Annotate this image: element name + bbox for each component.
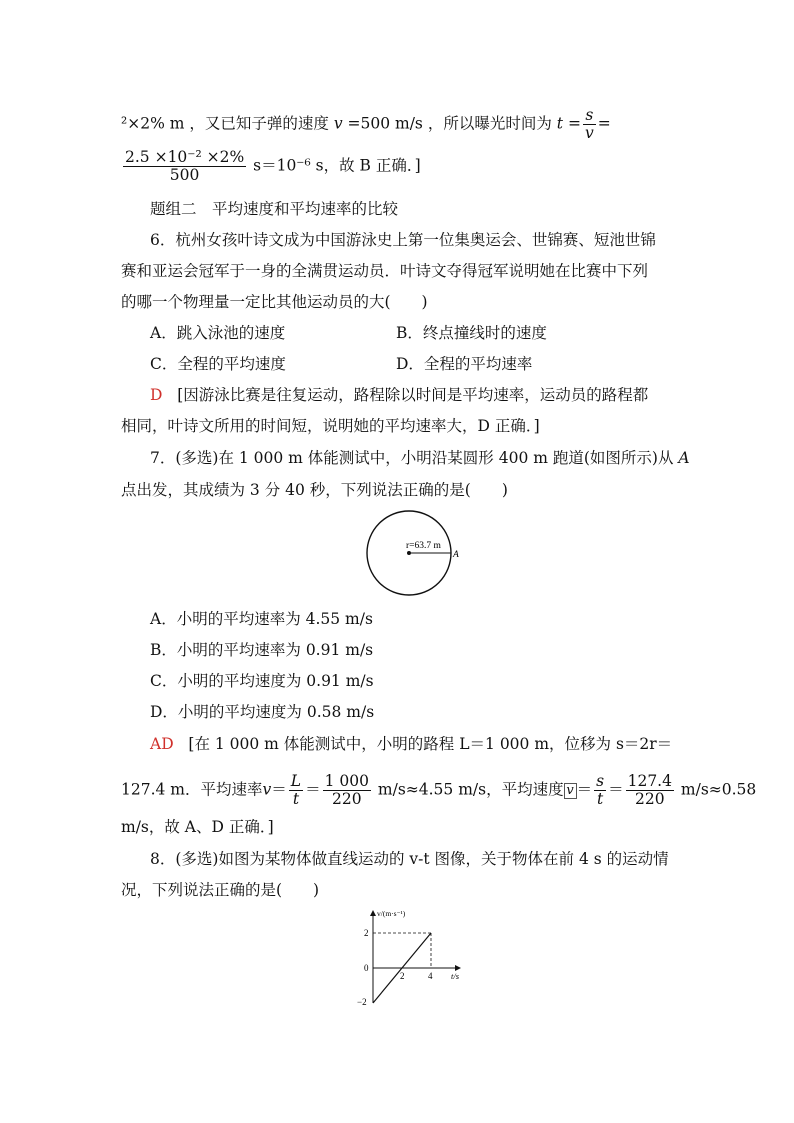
q6-option-a: A．跳入泳池的速度 — [150, 324, 286, 342]
q6-option-b: B．终点撞线时的速度 — [396, 324, 547, 342]
q6-answer: D — [150, 386, 163, 404]
top-fraction-exposure: $\frac{\text{2.5 ×10⁻² ×2\%}}{500}$ — [125, 148, 245, 184]
top-line1-end: = — [597, 114, 611, 133]
q7-fraction-l-t: $\frac{L}{t}$ — [290, 772, 302, 808]
q7-expl2-b: m/s≈4.55 m/s，平均速度 — [377, 780, 564, 799]
graph-y-label: v/(m·s⁻¹) — [377, 909, 406, 918]
q6-explanation-line1 — [150, 385, 648, 405]
q6-option-c: C．全程的平均速度 — [150, 355, 286, 373]
q7-explanation-line2 — [121, 773, 756, 808]
track-radius-label: r=63.7 m — [406, 541, 441, 551]
top-line1-c: =500 m/s — [347, 114, 423, 133]
q8-vt-graph — [355, 905, 485, 1010]
q7-expl2-c: m/s≈0.58 — [680, 780, 757, 799]
q7-expl2-eq3: ＝ — [576, 780, 593, 799]
top-line1-d: ，所以曝光时间为 — [427, 114, 552, 133]
q8-line1: 8．(多选)如图为某物体做直线运动的 v-t 图像，关于物体在前 4 s 的运动情 — [150, 850, 669, 868]
q8-line2: 况，下列说法正确的是( ) — [121, 881, 320, 899]
graph-x-tick-4: 4 — [428, 971, 433, 981]
q7-expl1: [在 1 000 m 体能测试中，小明的路程 L＝1 000 m，位移为 s＝2r＝ — [188, 735, 673, 753]
top-fraction-s-v: $\frac{s}{v}$ — [584, 106, 594, 142]
q7-fraction-1000-220: $\frac{1 000}{220}$ — [324, 772, 369, 808]
top-line-1 — [121, 107, 611, 142]
q7-line1-point-a: A — [678, 449, 690, 467]
q7-track-figure — [360, 508, 480, 608]
q7-expl2-v: v — [262, 780, 272, 799]
q7-option-a: A．小明的平均速率为 4.55 m/s — [150, 610, 373, 628]
q6-line3: 的哪一个物理量一定比其他运动员的大( ) — [121, 293, 428, 311]
top-line1-t: t — [556, 114, 564, 133]
top-line-2 — [121, 149, 421, 184]
graph-y-tick-2: 2 — [364, 928, 369, 938]
graph-x-tick-2: 2 — [400, 971, 405, 981]
q7-explanation-line3: m/s，故 A、D 正确．] — [121, 818, 274, 836]
graph-y-tick-neg2: −2 — [357, 997, 367, 1007]
top-line1-eq: = — [567, 114, 581, 133]
q7-fraction-127-220: $\frac{127.4}{220}$ — [627, 772, 672, 808]
top-line1-v: v — [333, 114, 343, 133]
graph-x-label: t/s — [451, 971, 460, 981]
section-title: 题组二 平均速度和平均速率的比较 — [150, 200, 399, 218]
q6-option-d: D．全程的平均速率 — [396, 355, 533, 373]
q7-expl2-a: 127.4 m．平均速率 — [121, 780, 263, 799]
track-point-a-label: A — [453, 550, 459, 560]
q7-option-c: C．小明的平均速度为 0.91 m/s — [150, 672, 374, 690]
q7-explanation-line1 — [150, 734, 672, 754]
q7-option-d: D．小明的平均速度为 0.58 m/s — [150, 703, 375, 721]
q7-expl2-eq2: ＝ — [305, 780, 321, 799]
q7-answer: AD — [150, 735, 174, 753]
q7-fraction-s-t: $\frac{s}{t}$ — [596, 772, 605, 808]
q6-line1: 6．杭州女孩叶诗文成为中国游泳史上第一位集奥运会、世锦赛、短池世锦 — [150, 231, 656, 249]
q7-option-b: B．小明的平均速率为 0.91 m/s — [150, 641, 374, 659]
graph-y-tick-0: 0 — [364, 963, 369, 973]
q7-velocity-box: v — [564, 783, 577, 799]
q6-explanation-line2: 相同，叶诗文所用的时间短，说明她的平均速率大，D 正确．] — [121, 417, 540, 435]
q7-expl2-eq1: ＝ — [271, 780, 287, 799]
top-line2-rest: s＝10⁻⁶ s，故 B 正确．] — [253, 156, 421, 175]
q7-line1-text: 7．(多选)在 1 000 m 体能测试中，小明沿某圆形 400 m 跑道(如图所示)从 — [150, 449, 674, 467]
q6-line2: 赛和亚运会冠军于一身的全满贯运动员．叶诗文夺得冠军说明她在比赛中下列 — [121, 262, 649, 280]
q7-line2: 点出发，其成绩为 3 分 40 秒，下列说法正确的是( ) — [121, 481, 508, 499]
q7-line1 — [150, 448, 690, 468]
top-line1-a: ²×2% m — [121, 114, 185, 133]
top-line1-b: ，又已知子弹的速度 — [189, 114, 329, 133]
q7-expl2-eq4: ＝ — [608, 780, 624, 799]
q6-expl1: [因游泳比赛是往复运动，路程除以时间是平均速率，运动员的路程都 — [177, 386, 649, 404]
